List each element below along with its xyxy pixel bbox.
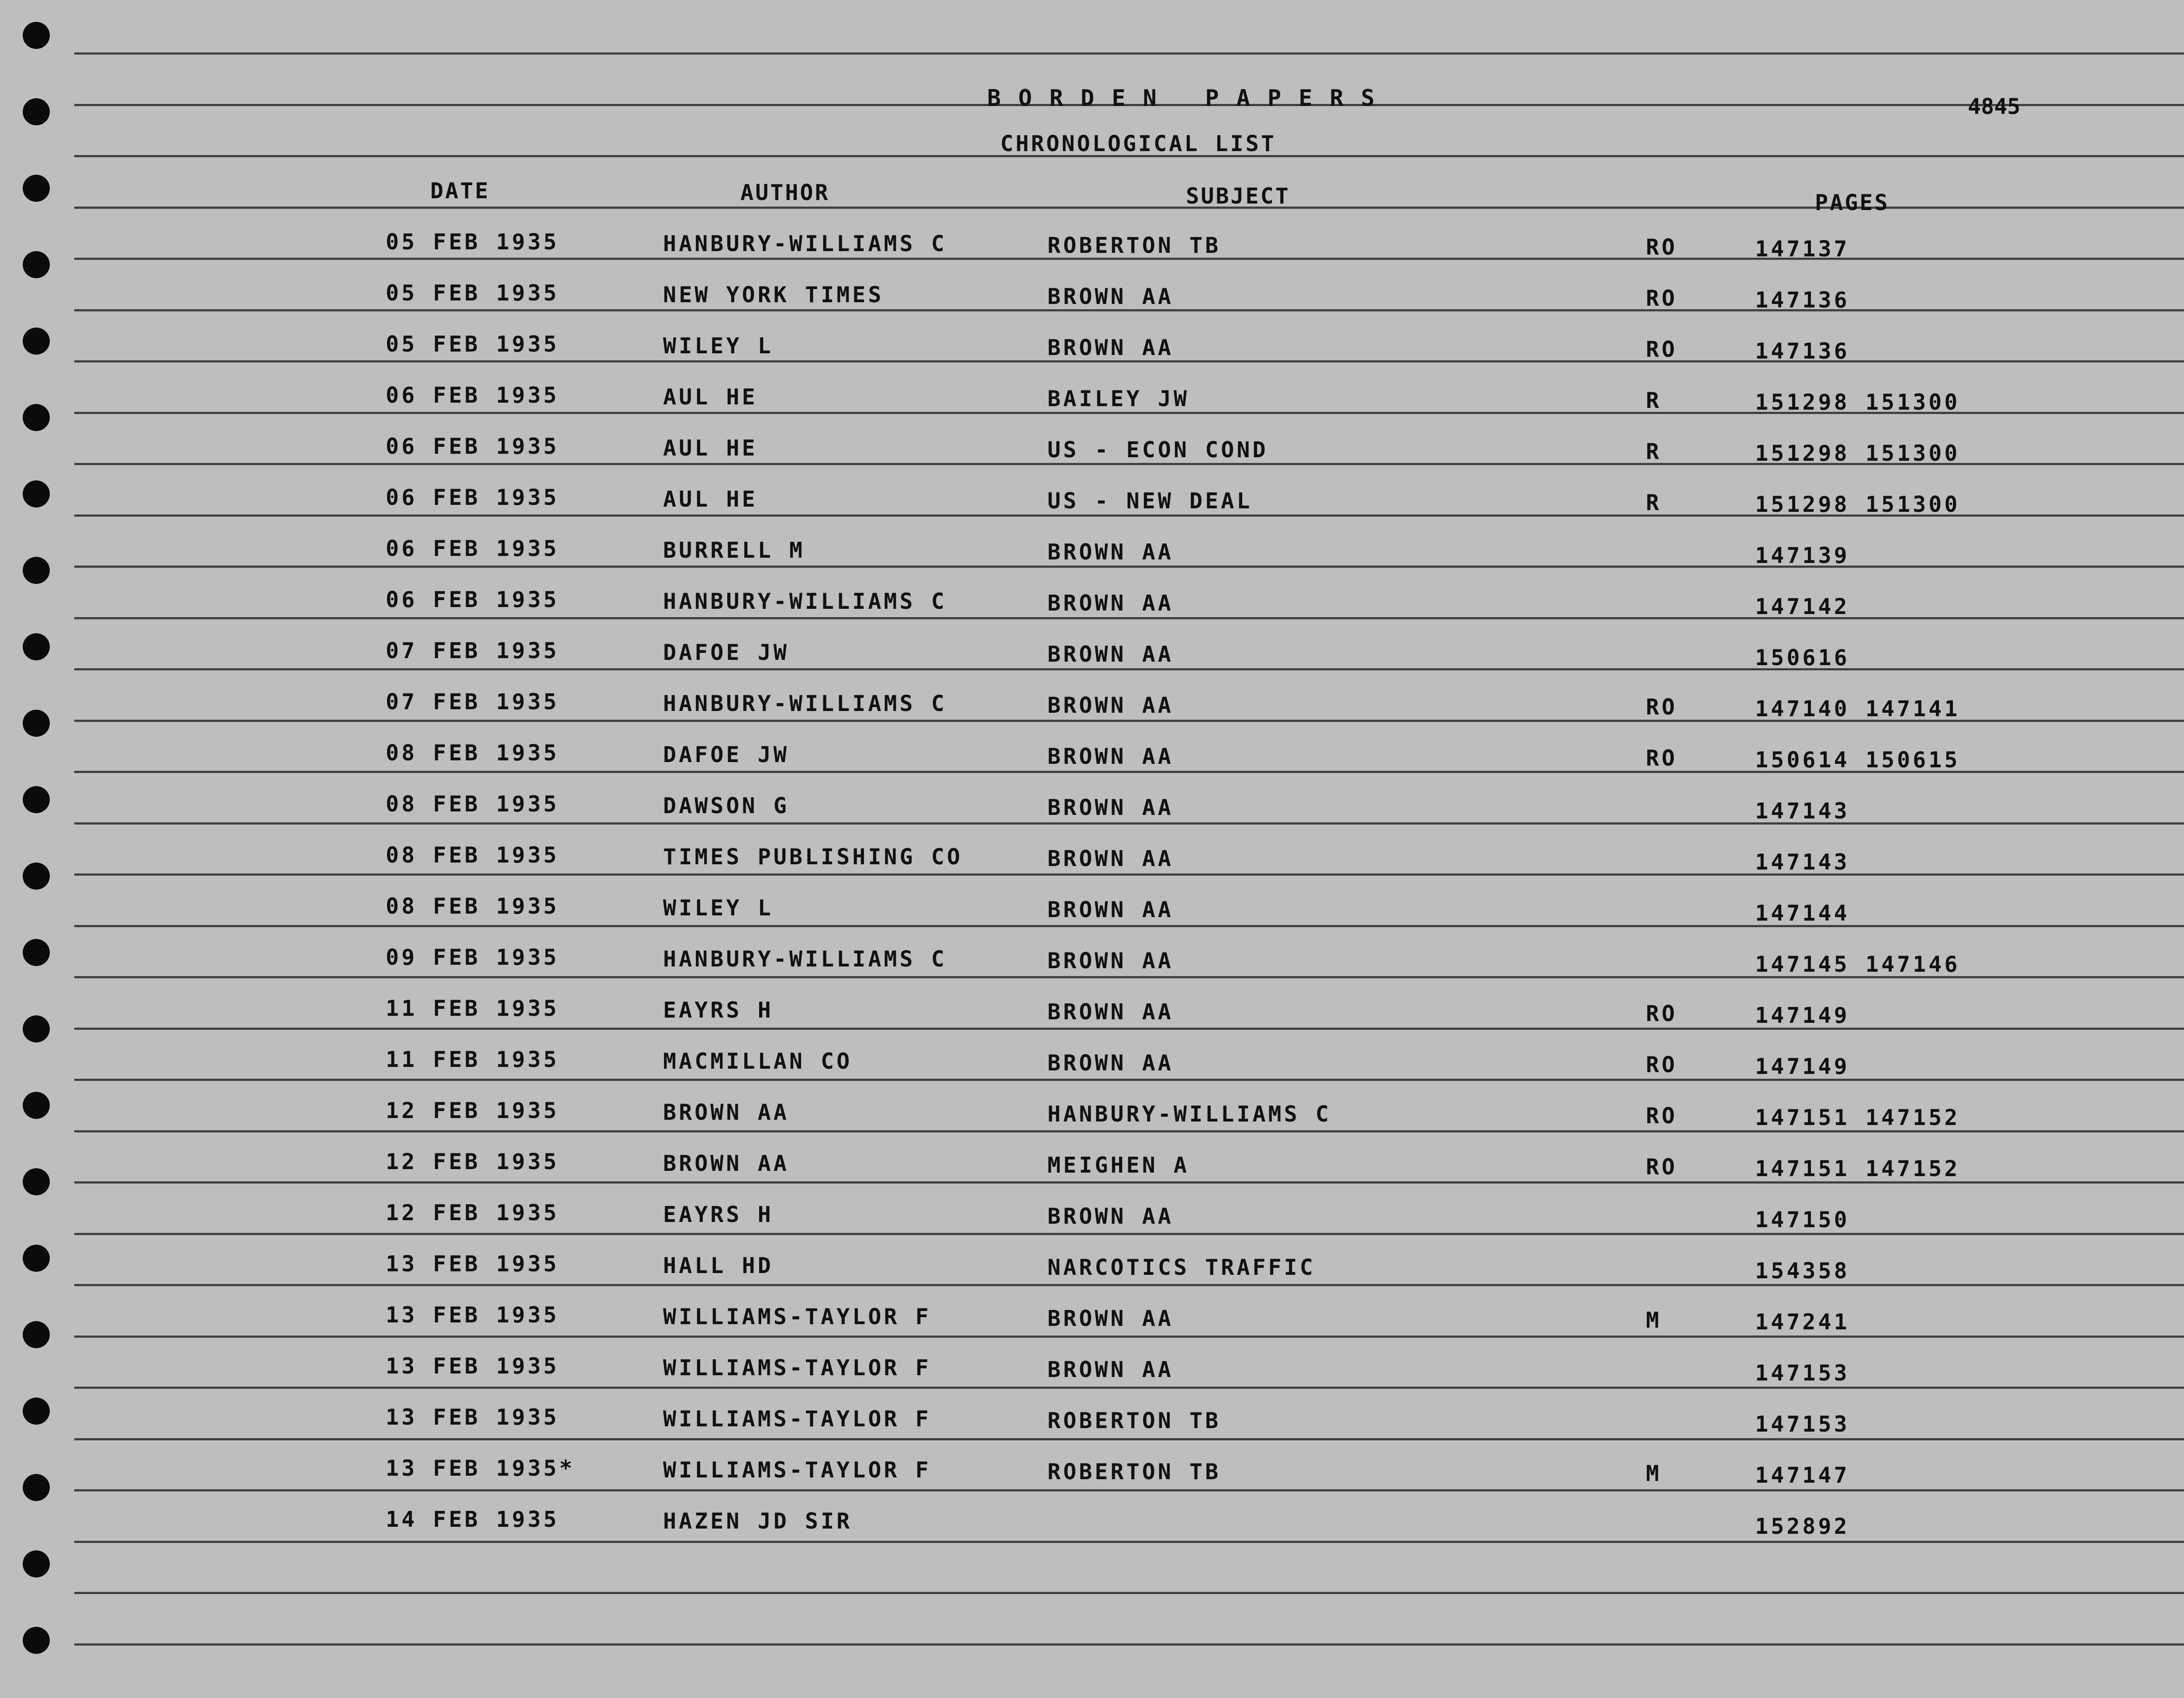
cell-pages: 147151 147152 (1755, 1156, 1960, 1181)
cell-author: DAFOE JW (663, 742, 789, 767)
cell-pages: 147143 (1755, 849, 1850, 875)
cell-author: DAWSON G (663, 793, 789, 818)
cell-code: RO (1646, 1103, 1678, 1129)
cell-pages: 147149 (1755, 1003, 1850, 1028)
cell-date: 13 FEB 1935* (386, 1456, 575, 1481)
cell-code: R (1646, 439, 1662, 464)
ruled-line (74, 617, 2184, 619)
cell-author: WILEY L (663, 333, 774, 359)
cell-subject: HANBURY-WILLIAMS C (1047, 1101, 1331, 1127)
feed-hole (23, 1627, 50, 1654)
cell-subject: BROWN AA (1047, 897, 1174, 922)
cell-date: 05 FEB 1935 (386, 331, 560, 357)
cell-pages: 154358 (1755, 1258, 1850, 1284)
ruled-line (74, 1028, 2184, 1030)
cell-code: RO (1646, 1154, 1678, 1180)
cell-pages: 147144 (1755, 901, 1850, 926)
feed-hole (23, 1092, 50, 1119)
cell-subject: BROWN AA (1047, 1306, 1174, 1331)
list-subtitle: CHRONOLOGICAL LIST (1000, 131, 1276, 156)
feed-hole (23, 98, 50, 125)
cell-pages: 147149 (1755, 1054, 1850, 1079)
cell-pages: 147143 (1755, 798, 1850, 824)
ruled-line (74, 1387, 2184, 1389)
cell-author: NEW YORK TIMES (663, 282, 884, 307)
ruled-line (74, 1643, 2184, 1646)
page-number: 4845 (1968, 94, 2021, 119)
cell-pages: 147145 147146 (1755, 952, 1960, 977)
feed-hole (23, 939, 50, 966)
cell-subject: BROWN AA (1047, 284, 1174, 309)
cell-date: 13 FEB 1935 (386, 1405, 560, 1430)
cell-code: RO (1646, 286, 1678, 311)
cell-subject: BROWN AA (1047, 335, 1174, 360)
cell-author: EAYRS H (663, 997, 774, 1023)
cell-date: 13 FEB 1935 (386, 1251, 560, 1277)
cell-subject: BROWN AA (1047, 999, 1174, 1025)
cell-pages: 152892 (1755, 1514, 1850, 1539)
cell-code: RO (1646, 337, 1678, 362)
feed-hole (23, 1398, 50, 1425)
cell-subject: NARCOTICS TRAFFIC (1047, 1255, 1316, 1280)
cell-pages: 151298 151300 (1755, 390, 1960, 415)
cell-author: AUL HE (663, 435, 758, 461)
feed-hole (23, 251, 50, 278)
cell-pages: 151298 151300 (1755, 492, 1960, 517)
cell-date: 06 FEB 1935 (386, 434, 560, 459)
cell-pages: 147147 (1755, 1463, 1850, 1488)
column-header-date: DATE (430, 178, 490, 204)
cell-date: 11 FEB 1935 (386, 996, 560, 1021)
ruled-line (74, 309, 2184, 311)
feed-hole (23, 786, 50, 813)
cell-author: HAZEN JD SIR (663, 1508, 853, 1534)
ruled-line (74, 1541, 2184, 1543)
cell-author: AUL HE (663, 487, 758, 512)
cell-code: R (1646, 388, 1662, 413)
ruled-line (74, 1438, 2184, 1440)
feed-hole (23, 863, 50, 890)
cell-code: R (1646, 490, 1662, 515)
ruled-line (74, 1284, 2184, 1286)
cell-code: RO (1646, 694, 1678, 720)
cell-subject: BROWN AA (1047, 795, 1174, 820)
cell-pages: 147136 (1755, 287, 1850, 313)
cell-author: BROWN AA (663, 1151, 789, 1176)
cell-pages: 147142 (1755, 594, 1850, 619)
cell-date: 07 FEB 1935 (386, 689, 560, 714)
cell-author: HANBURY-WILLIAMS C (663, 691, 947, 716)
cell-author: HANBURY-WILLIAMS C (663, 946, 947, 972)
cell-date: 12 FEB 1935 (386, 1149, 560, 1174)
cell-date: 13 FEB 1935 (386, 1302, 560, 1328)
cell-subject: BROWN AA (1047, 1050, 1174, 1076)
cell-date: 08 FEB 1935 (386, 842, 560, 868)
ruled-line (74, 1336, 2184, 1338)
cell-author: DAFOE JW (663, 640, 789, 665)
cell-subject: BROWN AA (1047, 693, 1174, 718)
cell-date: 06 FEB 1935 (386, 536, 560, 561)
ruled-line (74, 1233, 2184, 1235)
cell-code: M (1646, 1461, 1662, 1486)
cell-date: 14 FEB 1935 (386, 1507, 560, 1532)
cell-pages: 150616 (1755, 645, 1850, 670)
ruled-line (74, 1130, 2184, 1132)
cell-pages: 151298 151300 (1755, 441, 1960, 466)
ruled-line (74, 1181, 2184, 1184)
cell-pages: 147137 (1755, 236, 1850, 262)
cell-pages: 147136 (1755, 338, 1850, 364)
cell-pages: 147151 147152 (1755, 1105, 1960, 1130)
cell-author: BROWN AA (663, 1100, 789, 1125)
cell-date: 06 FEB 1935 (386, 587, 560, 612)
cell-date: 05 FEB 1935 (386, 280, 560, 306)
ruled-line (74, 1489, 2184, 1491)
feed-hole (23, 404, 50, 431)
cell-date: 11 FEB 1935 (386, 1047, 560, 1072)
ruled-line (74, 1592, 2184, 1594)
cell-subject: US - NEW DEAL (1047, 488, 1253, 514)
cell-author: HANBURY-WILLIAMS C (663, 589, 947, 614)
cell-subject: BROWN AA (1047, 846, 1174, 871)
feed-hole (23, 1245, 50, 1272)
cell-date: 08 FEB 1935 (386, 740, 560, 766)
feed-hole (23, 1168, 50, 1195)
ruled-line (74, 925, 2184, 927)
ruled-line (74, 822, 2184, 825)
cell-pages: 147140 147141 (1755, 696, 1960, 721)
feed-hole (23, 1321, 50, 1348)
cell-date: 05 FEB 1935 (386, 229, 560, 255)
feed-hole (23, 328, 50, 355)
cell-code: RO (1646, 1052, 1678, 1077)
ruled-line (74, 1079, 2184, 1081)
cell-date: 13 FEB 1935 (386, 1353, 560, 1379)
cell-pages: 147241 (1755, 1309, 1850, 1335)
cell-subject: BROWN AA (1047, 642, 1174, 667)
feed-hole (23, 1474, 50, 1501)
column-header-pages: PAGES (1815, 190, 1890, 215)
feed-hole (23, 1015, 50, 1042)
cell-pages: 147153 (1755, 1412, 1850, 1437)
column-header-subject: SUBJECT (1186, 183, 1290, 209)
ruled-line (74, 668, 2184, 670)
cell-pages: 147150 (1755, 1207, 1850, 1232)
cell-date: 06 FEB 1935 (386, 485, 560, 510)
cell-author: WILLIAMS-TAYLOR F (663, 1304, 931, 1329)
cell-date: 12 FEB 1935 (386, 1098, 560, 1123)
cell-author: HANBURY-WILLIAMS C (663, 231, 947, 256)
cell-author: AUL HE (663, 384, 758, 410)
cell-subject: BROWN AA (1047, 1204, 1174, 1229)
feed-hole (23, 710, 50, 737)
cell-subject: ROBERTON TB (1047, 1408, 1221, 1433)
cell-author: BURRELL M (663, 538, 805, 563)
cell-author: WILLIAMS-TAYLOR F (663, 1457, 931, 1483)
cell-subject: BROWN AA (1047, 539, 1174, 565)
cell-pages: 150614 150615 (1755, 747, 1960, 773)
cell-date: 08 FEB 1935 (386, 791, 560, 817)
cell-subject: BROWN AA (1047, 744, 1174, 769)
document-title: BORDEN PAPERS (987, 85, 1392, 111)
feed-hole (23, 480, 50, 507)
cell-author: EAYRS H (663, 1202, 774, 1227)
cell-date: 09 FEB 1935 (386, 945, 560, 970)
feed-hole (23, 22, 50, 49)
cell-author: WILLIAMS-TAYLOR F (663, 1406, 931, 1432)
column-header-author: AUTHOR (740, 180, 830, 205)
cell-subject: BROWN AA (1047, 1357, 1174, 1382)
cell-subject: MEIGHEN A (1047, 1153, 1189, 1178)
ruled-line (74, 360, 2184, 362)
cell-subject: BROWN AA (1047, 590, 1174, 616)
cell-date: 06 FEB 1935 (386, 383, 560, 408)
cell-date: 08 FEB 1935 (386, 894, 560, 919)
feed-hole (23, 633, 50, 660)
feed-hole (23, 1550, 50, 1577)
cell-date: 12 FEB 1935 (386, 1200, 560, 1225)
cell-author: HALL HD (663, 1253, 774, 1278)
cell-author: TIMES PUBLISHING CO (663, 844, 963, 870)
cell-pages: 147153 (1755, 1360, 1850, 1386)
cell-author: MACMILLAN CO (663, 1049, 853, 1074)
cell-subject: BAILEY JW (1047, 386, 1189, 411)
cell-code: RO (1646, 235, 1678, 260)
ruled-line (74, 566, 2184, 568)
ruled-line (74, 52, 2184, 55)
cell-subject: US - ECON COND (1047, 437, 1268, 462)
cell-subject: ROBERTON TB (1047, 1459, 1221, 1484)
cell-subject: ROBERTON TB (1047, 233, 1221, 258)
cell-date: 07 FEB 1935 (386, 638, 560, 663)
cell-code: RO (1646, 1001, 1678, 1026)
feed-hole (23, 175, 50, 202)
cell-author: WILLIAMS-TAYLOR F (663, 1355, 931, 1380)
cell-pages: 147139 (1755, 543, 1850, 568)
cell-author: WILEY L (663, 895, 774, 921)
ruled-line (74, 873, 2184, 876)
cell-code: M (1646, 1308, 1662, 1333)
feed-hole (23, 557, 50, 584)
cell-subject: BROWN AA (1047, 948, 1174, 973)
cell-code: RO (1646, 745, 1678, 771)
